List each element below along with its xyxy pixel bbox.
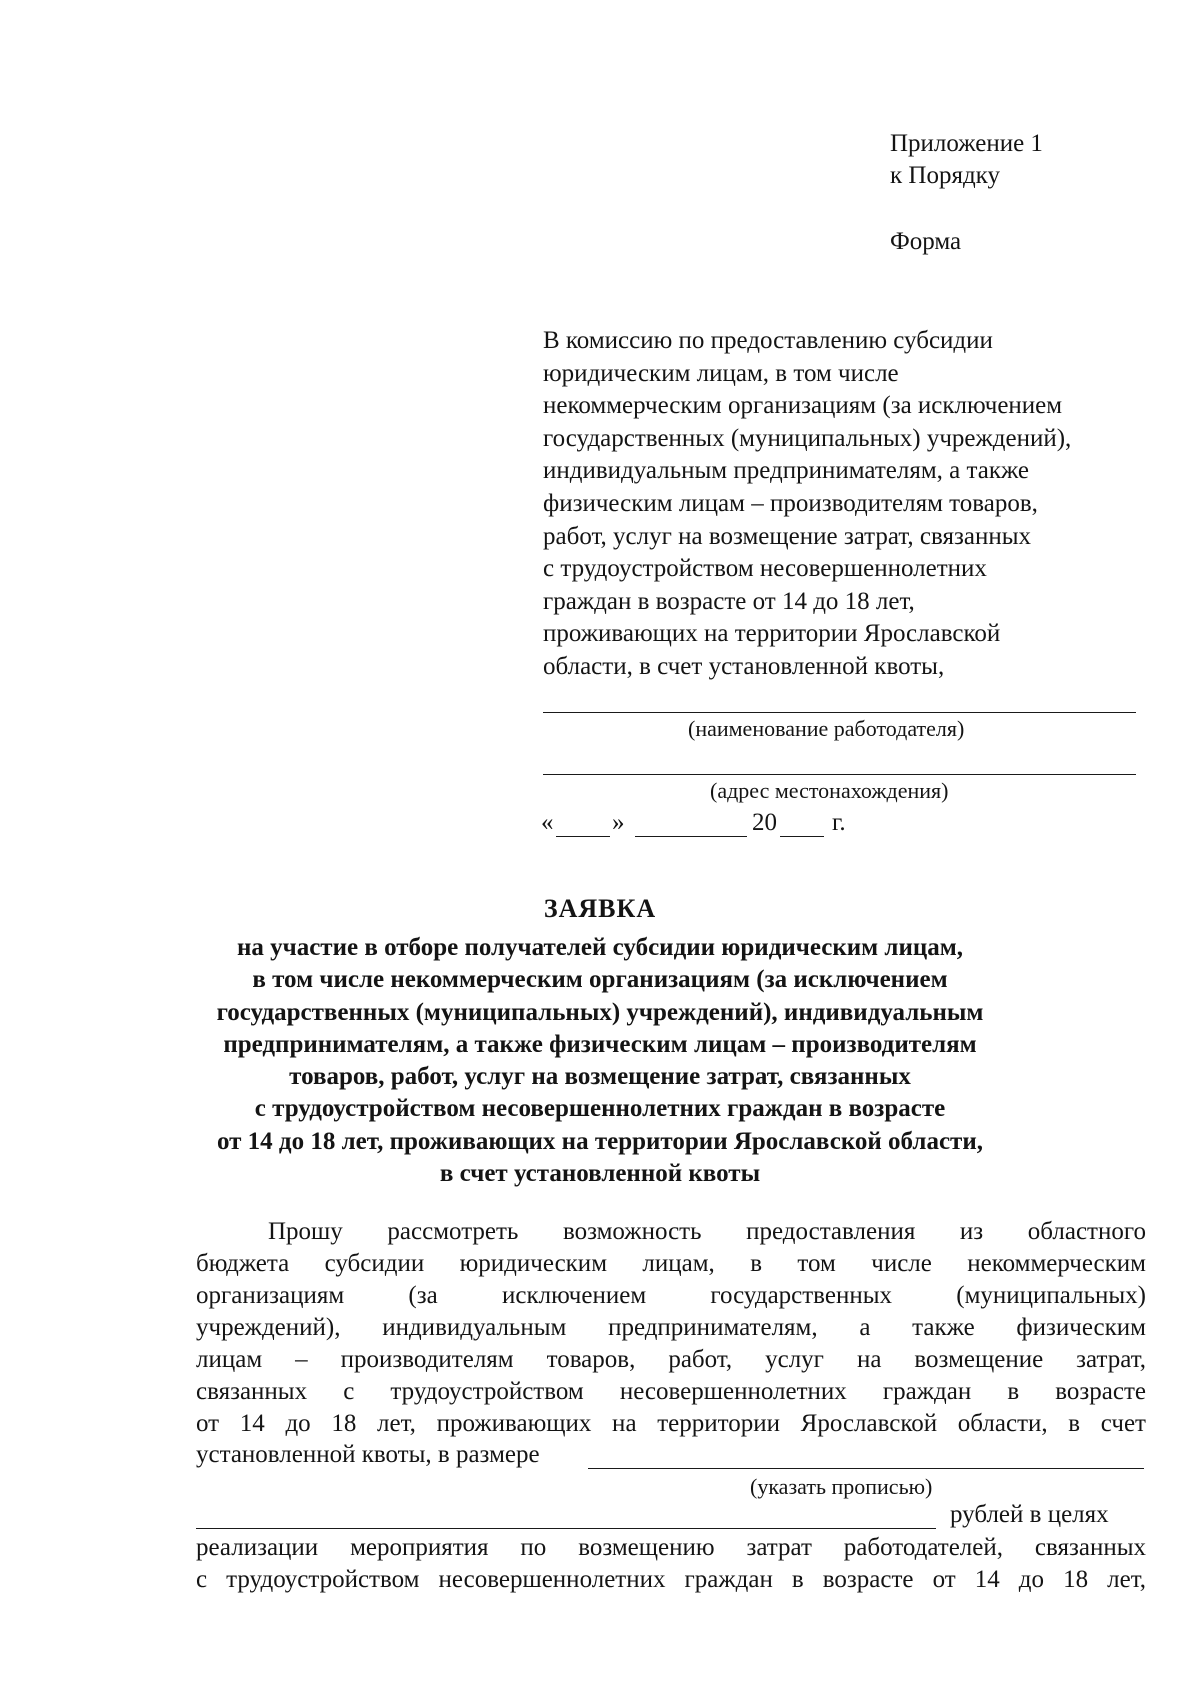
addressee-line: с трудоустройством несовершеннолетних	[543, 555, 987, 583]
document-title: ЗАЯВКА	[543, 894, 657, 923]
body-line: связанных с трудоустройством несовершеннолетних граждан в возрасте	[196, 1378, 1146, 1405]
body-line: организациям (за исключением государственных (муниципальных)	[196, 1282, 1146, 1309]
subtitle-line: с трудоустройством несовершеннолетних граждан в возрасте	[254, 1095, 946, 1123]
employer-name-field[interactable]	[543, 712, 1136, 713]
address-caption: (адрес местонахождения)	[710, 778, 949, 803]
amount-in-words-caption: (указать прописью)	[750, 1474, 933, 1499]
date-year-suffix: г.	[832, 809, 846, 836]
subtitle-line: товаров, работ, услуг на возмещение затрат, связанных	[289, 1063, 911, 1091]
addressee-line: граждан в возрасте от 14 до 18 лет,	[543, 587, 915, 615]
addressee-block	[543, 325, 1143, 684]
employer-name-caption: (наименование работодателя)	[688, 716, 965, 741]
form-label: Форма	[890, 228, 962, 255]
document-subtitle	[0, 932, 1200, 1190]
body-line: реализации мероприятия по возмещению затрат работодателей, связанных	[196, 1534, 1146, 1561]
amount-prefix: установленной квоты, в размере	[196, 1441, 540, 1468]
body-line: Прошу рассмотреть возможность предоставления из областного	[268, 1218, 1146, 1245]
date-month-field[interactable]	[635, 836, 747, 837]
subtitle-line: в счет установленной квоты	[439, 1160, 761, 1188]
date-day-field[interactable]	[556, 836, 610, 837]
addressee-line: В комиссию по предоставлению субсидии	[543, 327, 993, 354]
subtitle-line: предпринимателям, а также физическим лицам – производителям	[223, 1030, 977, 1058]
addressee-line: индивидуальным предпринимателям, а также	[543, 457, 1030, 485]
addressee-line: некоммерческим организациям (за исключением	[543, 392, 1063, 420]
body-line: от 14 до 18 лет, проживающих на территории Ярославской области, в счет	[196, 1410, 1146, 1437]
date-year-prefix: 20	[752, 809, 777, 836]
subtitle-line: на участие в отборе получателей субсидии юридическим лицам,	[236, 934, 964, 961]
subtitle-line: в том числе некоммерческим организациям (за исключением	[252, 966, 948, 994]
addressee-line: юридическим лицам, в том числе	[543, 359, 899, 387]
rubles-suffix: рублей в целях	[950, 1501, 1109, 1528]
addressee-line: проживающих на территории Ярославской	[543, 620, 1001, 648]
annex-reference: к Порядку	[890, 162, 1000, 189]
addressee-line: работ, услуг на возмещение затрат, связанных	[543, 522, 1032, 550]
amount-in-words-field[interactable]	[588, 1468, 1144, 1469]
body-line: с трудоустройством несовершеннолетних граждан в возрасте от 14 до 18 лет,	[196, 1566, 1146, 1593]
date-open-quote: «	[541, 809, 554, 836]
subtitle-line: от 14 до 18 лет, проживающих на территории Ярославской области,	[216, 1127, 983, 1155]
body-line: лицам – производителям товаров, работ, услуг на возмещение затрат,	[196, 1346, 1146, 1373]
address-field[interactable]	[543, 774, 1136, 775]
addressee-line: физическим лицам – производителям товаров,	[543, 489, 1038, 517]
addressee-line: государственных (муниципальных) учреждений),	[543, 424, 1072, 452]
annex-number: Приложение 1	[890, 130, 1043, 157]
annex-header	[890, 128, 1043, 192]
subtitle-line: государственных (муниципальных) учреждений), индивидуальным	[216, 998, 984, 1026]
date-year-field[interactable]	[780, 836, 824, 837]
body-line: учреждений), индивидуальным предпринимателям, а также физическим	[196, 1314, 1146, 1341]
addressee-line: области, в счет установленной квоты,	[543, 652, 945, 680]
amount-rubles-field[interactable]	[196, 1528, 936, 1529]
date-close-quote: »	[612, 809, 625, 836]
body-line: бюджета субсидии юридическим лицам, в том числе некоммерческим	[196, 1250, 1146, 1277]
